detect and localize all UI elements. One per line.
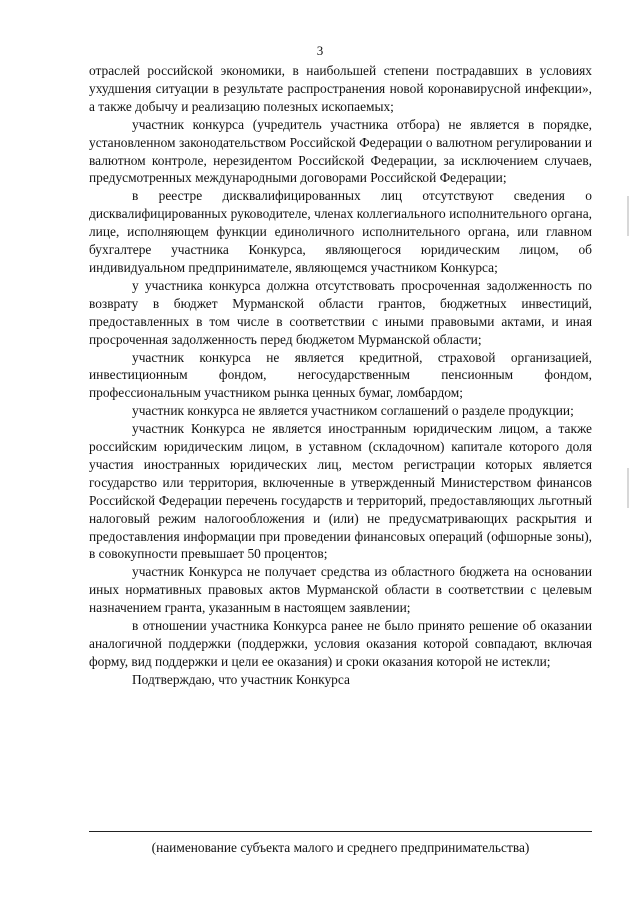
paragraph-2: участник конкурса (учредитель участника отбора) не является в порядке, установленном законодательством Российской Федерации о валютном регулировании и валютном контроле, нерезидентом Российской Федерации, за исключением случаев, предусмотренных международными договорами Российской Федерации; xyxy=(89,116,592,186)
paragraph-8: участник Конкурса не получает средства из областного бюджета на основании иных нормативных правовых актов Мурманской области в соответствии с целевым назначением гранта, указанным в настоящем заявлении; xyxy=(89,564,592,616)
scan-edge-mark xyxy=(627,468,629,508)
paragraph-10: Подтверждаю, что участник Конкурса xyxy=(132,671,350,687)
paragraph-5: участник конкурса не является кредитной, страховой организацией, инвестиционным фондом, негосударственным пенсионным фондом, профессиональным участником рынка ценных бумаг, ломбардом; xyxy=(89,349,592,401)
paragraph-7: участник Конкурса не является иностранным юридическим лицом, а также российским юридическим лицом, в уставном (складочном) капитале которого доля участия иностранных юридических лиц, местом регистрации которых является государство или территория, включенные в утвержденный Министерством финансов Российской Федерации перечень государств и территорий, предоставляющих льготный налоговый режим налогообложения и (или) не предусматривающих раскрытия и предоставления информации при проведении финансовых операций (офшорные зоны), в совокупности превышает 50 процентов; xyxy=(89,421,592,562)
paragraph-1: отраслей российской экономики, в наибольшей степени пострадавших в условиях ухудшения ситуации в результате распространения новой коронавирусной инфекции», а также добычу и реализацию полезных ископаемых; xyxy=(89,63,592,114)
paragraph-9: в отношении участника Конкурса ранее не было принято решение об оказании аналогичной поддержки (поддержки, условия оказания которой совпадают, включая форму, вид поддержки и цели ее оказания) и сроки оказания которой не истекли; xyxy=(89,618,592,669)
scan-edge-mark xyxy=(627,196,629,236)
document-body xyxy=(89,62,592,689)
signature-line xyxy=(89,831,592,832)
signature-caption: (наименование субъекта малого и среднего предпринимательства) xyxy=(151,840,530,855)
paragraph-4: у участника конкурса должна отсутствовать просроченная задолженность по возврату в бюджет Мурманской области грантов, бюджетных инвестиций, предоставленных в том числе в соответствии с иными правовыми актами, и иная просроченная задолженность перед бюджетом Мурманской области; xyxy=(89,277,592,347)
page-number: 3 xyxy=(316,43,324,58)
paragraph-6: участник конкурса не является участником соглашений о разделе продукции; xyxy=(132,403,574,419)
paragraph-3: в реестре дисквалифицированных лиц отсутствуют сведения о дисквалифицированных руководителе, членах коллегиального исполнительного органа, лице, исполняющем функции единоличного исполнительного органа, или главном бухгалтере участника Конкурса, являющегося юридическим лицом, об индивидуальном предпринимателе, являющемся участником Конкурса; xyxy=(89,188,592,275)
